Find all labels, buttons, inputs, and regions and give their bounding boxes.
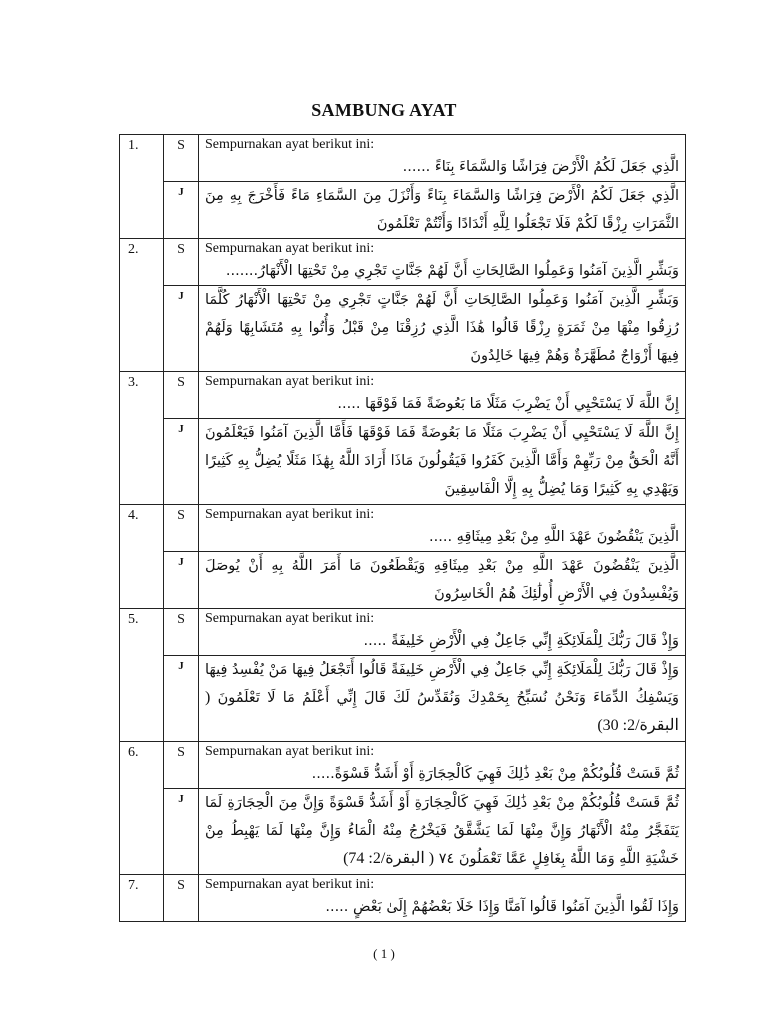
answer-cell (199, 789, 686, 875)
item-number: 7. (120, 875, 164, 922)
answer-row (120, 182, 686, 239)
question-cell (199, 239, 686, 286)
item-number: 2. (120, 239, 164, 372)
question-type-label: S (164, 135, 199, 182)
answer-type-label: J (164, 286, 199, 372)
verse-question-text: ثُمَّ قَسَتْ قُلُوبُكُمْ مِنْ بَعْدِ ذَٰلِكَ فَهِيَ كَالْحِجَارَةِ أَوْ أَشَدُّ قَسْوَةً..... (311, 766, 679, 782)
question-row (120, 875, 686, 922)
question-cell (199, 875, 686, 922)
verse-answer-body: وَإِذْ قَالَ رَبُّكَ لِلْمَلَائِكَةِ إِنِّي جَاعِلٌ فِي الْأَرْضِ خَلِيفَةً قَالُوا أَتَجْعَلُ فِيهَا مَنْ يُفْسِدُ فِيهَا وَيَسْفِكُ الدِّمَاءَ وَنَحْنُ نُسَبِّحُ بِحَمْدِكَ وَنُقَدِّسُ لَكَ قَالَ إِنِّي أَعْلَمُ مَا لَا تَعْلَمُونَ (205, 662, 680, 706)
surah-reference: ( البقرة/2: 30) (205, 689, 679, 734)
question-row (120, 742, 686, 789)
question-cell (199, 135, 686, 182)
question-type-label: S (164, 875, 199, 922)
question-type-label: S (164, 505, 199, 552)
question-table (119, 134, 686, 922)
instruction-text: Sempurnakan ayat berikut ini: (205, 877, 375, 892)
item-number: 5. (120, 609, 164, 742)
item-number: 3. (120, 372, 164, 505)
question-row (120, 505, 686, 552)
question-cell (199, 505, 686, 552)
item-number: 6. (120, 742, 164, 875)
question-row (120, 239, 686, 286)
verse-answer-text (199, 182, 685, 238)
answer-cell (199, 552, 686, 609)
verse-question-text: وَإِذَا لَقُوا الَّذِينَ آمَنُوا قَالُوا آمَنَّا وَإِذَا خَلَا بَعْضُهُمْ إِلَىٰ بَعْضٍ ..... (325, 899, 679, 915)
answer-row (120, 419, 686, 505)
answer-type-label: J (164, 552, 199, 609)
verse-answer-body: إِنَّ اللَّهَ لَا يَسْتَحْيِي أَنْ يَضْرِبَ مَثَلًا مَا بَعُوضَةً فَمَا فَوْقَهَا فَأَمَّا الَّذِينَ آمَنُوا فَيَعْلَمُونَ أَنَّهُ الْحَقُّ مِنْ رَبِّهِمْ وَأَمَّا الَّذِينَ كَفَرُوا فَيَقُولُونَ مَاذَا أَرَادَ اللَّهُ بِهَٰذَا مَثَلًا يُضِلُّ بِهِ كَثِيرًا وَيَهْدِي بِهِ كَثِيرًا وَمَا يُضِلُّ بِهِ إِلَّا الْفَاسِقِينَ (205, 425, 679, 497)
verse-answer-text (199, 552, 685, 608)
instruction-text: Sempurnakan ayat berikut ini: (205, 611, 375, 626)
answer-type-label: J (164, 182, 199, 239)
verse-answer-text (199, 419, 685, 503)
answer-row (120, 656, 686, 742)
verse-question-text: وَبَشِّرِ الَّذِينَ آمَنُوا وَعَمِلُوا الصَّالِحَاتِ أَنَّ لَهُمْ جَنَّاتٍ تَجْرِي مِنْ تَحْتِهَا الْأَنْهَارُ....... (225, 263, 679, 279)
answer-cell (199, 419, 686, 505)
verse-answer-body: ثُمَّ قَسَتْ قُلُوبُكُمْ مِنْ بَعْدِ ذَٰلِكَ فَهِيَ كَالْحِجَارَةِ أَوْ أَشَدُّ قَسْوَةً وَإِنَّ مِنَ الْحِجَارَةِ لَمَا يَتَفَجَّرُ مِنْهُ الْأَنْهَارُ وَإِنَّ مِنْهَا لَمَا يَشَّقَّقُ فَيَخْرُجُ مِنْهُ الْمَاءُ وَإِنَّ مِنْهَا لَمَا يَهْبِطُ مِنْ خَشْيَةِ اللَّهِ وَمَا اللَّهُ بِغَافِلٍ عَمَّا تَعْمَلُونَ ٧٤ (205, 795, 679, 867)
answer-type-label: J (164, 656, 199, 742)
question-cell (199, 742, 686, 789)
answer-row (120, 789, 686, 875)
verse-question-text: إِنَّ اللَّهَ لَا يَسْتَحْيِي أَنْ يَضْرِبَ مَثَلًا مَا بَعُوضَةً فَمَا فَوْقَهَا ..... (337, 396, 679, 412)
verse-question-text: الَّذِي جَعَلَ لَكُمُ الْأَرْضَ فِرَاشًا وَالسَّمَاءَ بِنَاءً ...... (402, 159, 679, 175)
answer-row (120, 286, 686, 372)
verse-answer-body: الَّذِي جَعَلَ لَكُمُ الْأَرْضَ فِرَاشًا وَالسَّمَاءَ بِنَاءً وَأَنْزَلَ مِنَ السَّمَاءِ مَاءً فَأَخْرَجَ بِهِ مِنَ الثَّمَرَاتِ رِزْقًا لَكُمْ فَلَا تَجْعَلُوا لِلَّهِ أَنْدَادًا وَأَنْتُمْ تَعْلَمُونَ (205, 188, 679, 232)
answer-cell (199, 286, 686, 372)
instruction-text: Sempurnakan ayat berikut ini: (205, 507, 375, 522)
surah-reference: ( البقرة/2: 74) (343, 850, 435, 867)
item-number: 4. (120, 505, 164, 609)
page-title: SAMBUNG AYAT (311, 100, 457, 120)
question-table-body (120, 135, 686, 922)
answer-type-label: J (164, 789, 199, 875)
verse-answer-body: الَّذِينَ يَنْقُضُونَ عَهْدَ اللَّهِ مِنْ بَعْدِ مِيثَاقِهِ وَيَقْطَعُونَ مَا أَمَرَ اللَّهُ بِهِ أَنْ يُوصَلَ وَيُفْسِدُونَ فِي الْأَرْضِ أُولَٰئِكَ هُمُ الْخَاسِرُونَ (205, 558, 679, 602)
page-number: ( 1 ) (373, 946, 395, 961)
question-row (120, 609, 686, 656)
verse-question-text: الَّذِينَ يَنْقُضُونَ عَهْدَ اللَّهِ مِنْ بَعْدِ مِيثَاقِهِ ..... (429, 529, 679, 545)
verse-question-text: وَإِذْ قَالَ رَبُّكَ لِلْمَلَائِكَةِ إِنِّي جَاعِلٌ فِي الْأَرْضِ خَلِيفَةً ..... (363, 633, 679, 649)
question-type-label: S (164, 609, 199, 656)
verse-answer-text (199, 286, 685, 370)
verse-answer-text (199, 656, 685, 740)
answer-cell (199, 656, 686, 742)
instruction-text: Sempurnakan ayat berikut ini: (205, 137, 375, 152)
question-type-label: S (164, 239, 199, 286)
question-type-label: S (164, 742, 199, 789)
answer-type-label: J (164, 419, 199, 505)
question-cell (199, 372, 686, 419)
item-number: 1. (120, 135, 164, 239)
question-row (120, 372, 686, 419)
instruction-text: Sempurnakan ayat berikut ini: (205, 744, 375, 759)
question-cell (199, 609, 686, 656)
instruction-text: Sempurnakan ayat berikut ini: (205, 374, 375, 389)
verse-answer-body: وَبَشِّرِ الَّذِينَ آمَنُوا وَعَمِلُوا الصَّالِحَاتِ أَنَّ لَهُمْ جَنَّاتٍ تَجْرِي مِنْ تَحْتِهَا الْأَنْهَارُ كُلَّمَا رُزِقُوا مِنْهَا مِنْ ثَمَرَةٍ رِزْقًا قَالُوا هَٰذَا الَّذِي رُزِقْنَا مِنْ قَبْلُ وَأُتُوا بِهِ مُتَشَابِهًا وَلَهُمْ فِيهَا أَزْوَاجٌ مُطَهَّرَةٌ وَهُمْ فِيهَا خَالِدُونَ (205, 292, 679, 364)
question-type-label: S (164, 372, 199, 419)
answer-row (120, 552, 686, 609)
answer-cell (199, 182, 686, 239)
question-row (120, 135, 686, 182)
instruction-text: Sempurnakan ayat berikut ini: (205, 241, 375, 256)
verse-answer-text (199, 789, 685, 873)
